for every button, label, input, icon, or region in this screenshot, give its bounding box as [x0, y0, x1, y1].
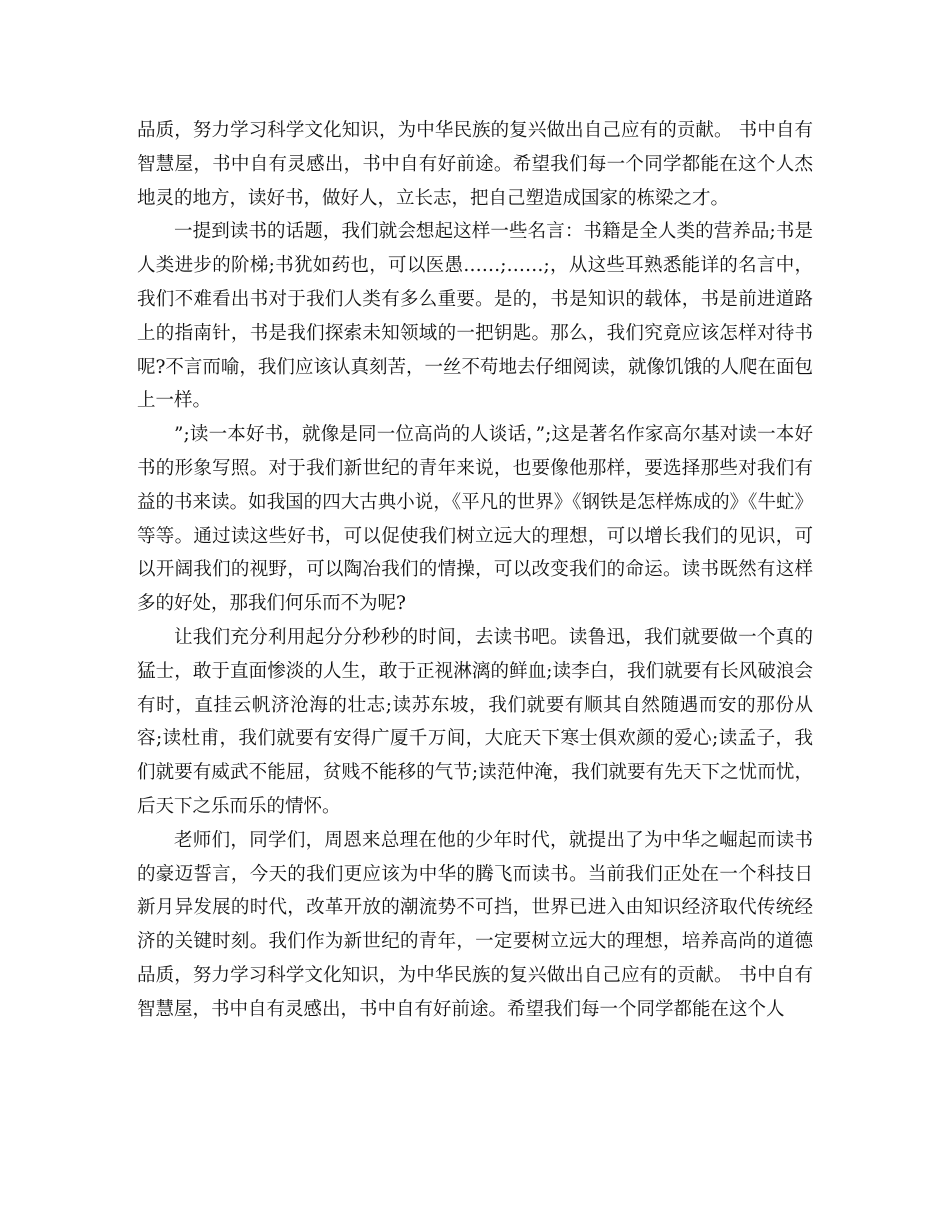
- paragraph-1: 品质，努力学习科学文化知识，为中华民族的复兴做出自己应有的贡献。 书中自有智慧屋，书中自有灵感出，书中自有好前途。希望我们每一个同学都能在这个人杰地灵的地方，读好书，做好人，立长志，把自己塑造成国家的栋梁之才。: [137, 120, 813, 209]
- paragraph-2: 一提到读书的话题，我们就会想起这样一些名言：书籍是全人类的营养品;书是人类进步的阶梯;书犹如药也，可以医愚……;……;，从这些耳熟悉能详的名言中，我们不难看出书对于我们人类有多么重要。是的，书是知识的载体，书是前进道路上的指南针，书是我们探索未知领域的一把钥匙。那么，我们究竟应该怎样对待书呢?不言而喻，我们应该认真刻苦，一丝不苟地去仔细阅读，就像饥饿的人爬在面包上一样。: [137, 221, 813, 412]
- paragraph-3: ”;读一本好书，就像是同一位高尚的人谈话，”;这是著名作家高尔基对读一本好书的形象写照。对于我们新世纪的青年来说，也要像他那样，要选择那些对我们有益的书来读。如我国的四大古典小说，《平凡的世界》《钢铁是怎样炼成的》《牛虻》等等。通过读这些好书，可以促使我们树立远大的理想，可以增长我们的见识，可以开阔我们的视野，可以陶冶我们的情操，可以改变我们的命运。读书既然有这样多的好处，那我们何乐而不为呢?: [137, 424, 813, 615]
- paragraph-4: 让我们充分利用起分分秒秒的时间，去读书吧。读鲁迅，我们就要做一个真的猛士，敢于直面惨淡的人生，敢于正视淋漓的鲜血;读李白，我们就要有长风破浪会有时，直挂云帆济沧海的壮志;读苏东坡，我们就要有顺其自然随遇而安的那份从容;读杜甫，我们就要有安得广厦千万间，大庇天下寒士俱欢颜的爱心;读孟子，我们就要有威武不能屈，贫贱不能移的气节;读范仲淹，我们就要有先天下之忧而忧，后天下之乐而乐的情怀。: [137, 626, 813, 817]
- paragraph-5: 老师们，同学们，周恩来总理在他的少年时代，就提出了为中华之崛起而读书的豪迈誓言，今天的我们更应该为中华的腾飞而读书。当前我们正处在一个科技日新月异发展的时代，改革开放的潮流势不可挡，世界已进入由知识经济取代传统经济的关键时刻。我们作为新世纪的青年，一定要树立远大的理想，培养高尚的道德品质，努力学习科学文化知识，为中华民族的复兴做出自己应有的贡献。 书中自有智慧屋，书中自有灵感出，书中自有好前途。希望我们每一个同学都能在这个人: [137, 829, 813, 1020]
- document-body: [137, 114, 813, 1027]
